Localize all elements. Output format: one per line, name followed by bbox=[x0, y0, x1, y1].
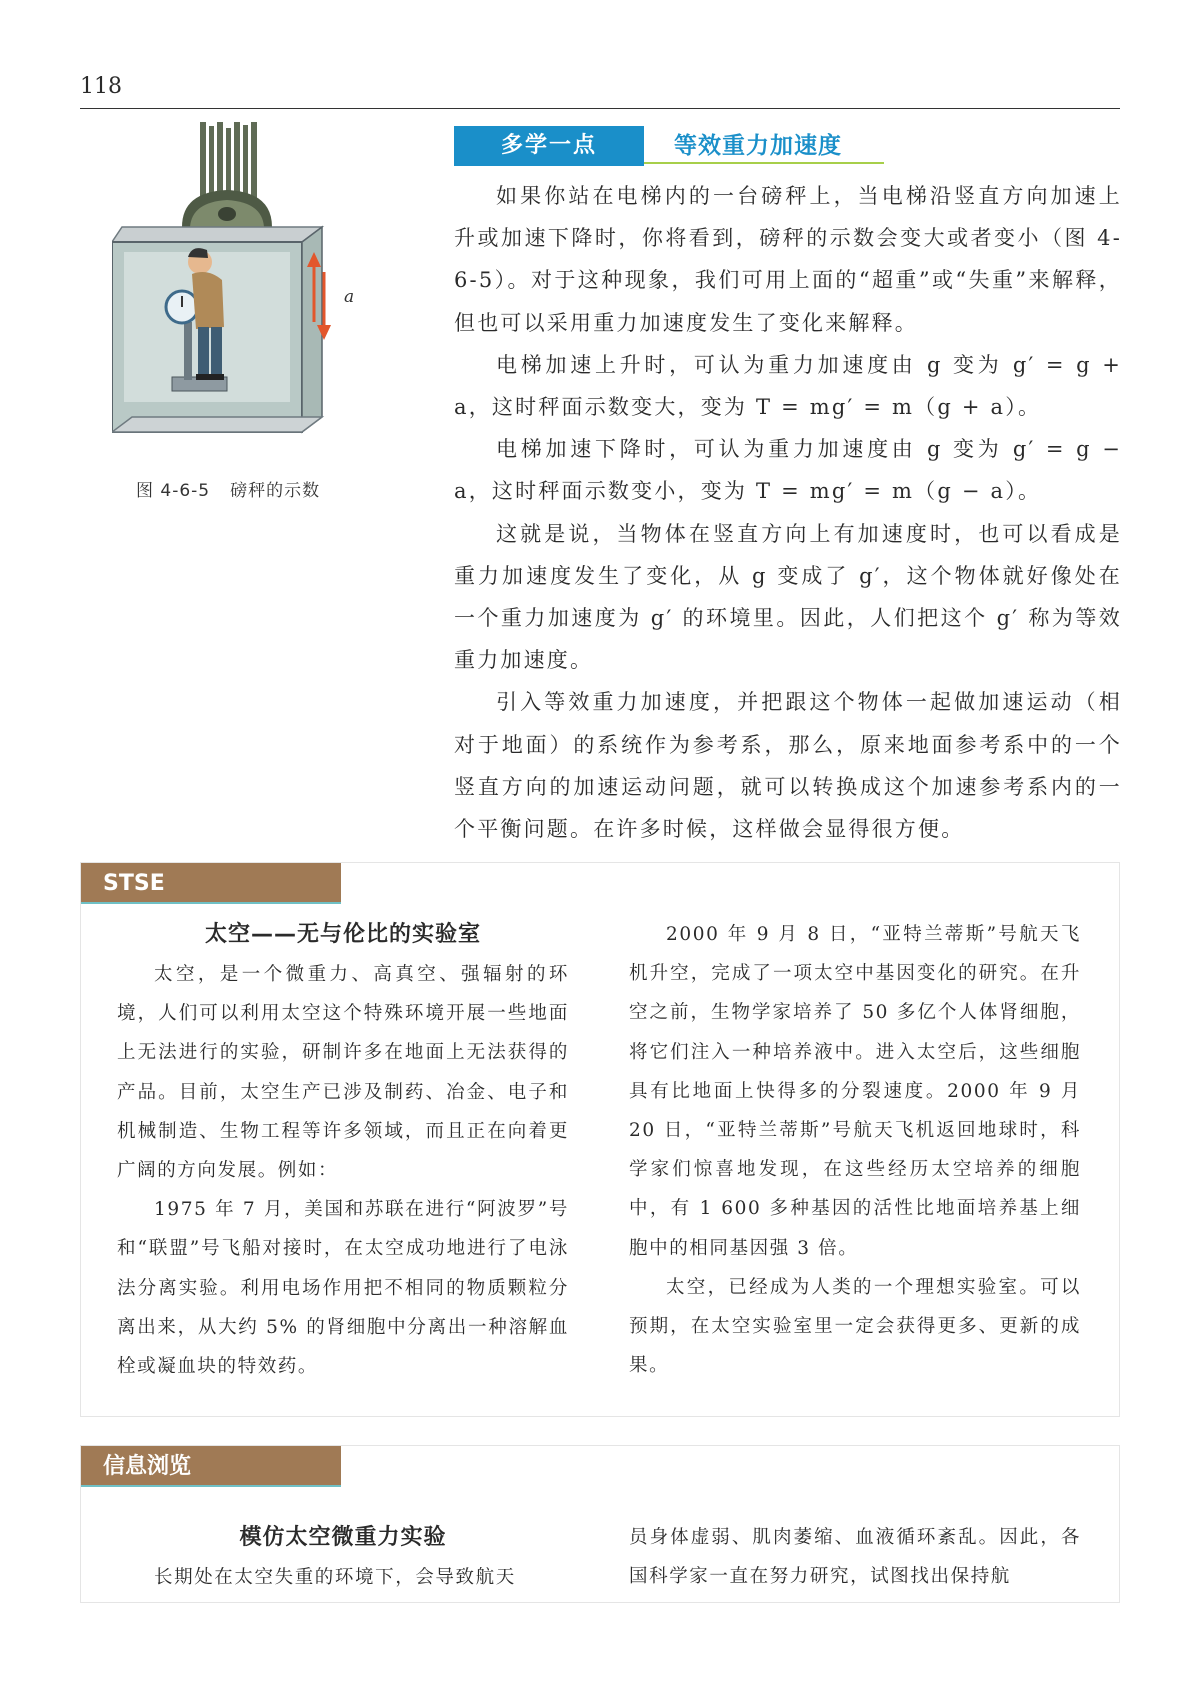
paragraph: 1975 年 7 月，美国和苏联在进行“阿波罗”号和“联盟”号飞船对接时，在太空成功地进行了电泳法分离实验。利用电场作用把不相同的物质颗粒分离出来，从大约 5% 的肾细胞中分离出一种溶解血栓或凝血块的特效药。 bbox=[117, 1199, 569, 1378]
elevator-illustration bbox=[112, 122, 422, 452]
paragraph: 太空，是一个微重力、高真空、强辐射的环境，人们可以利用太空这个特殊环境开展一些地面上无法进行的实验，研制许多在地面上无法获得的产品。目前，太空生产已涉及制药、冶金、电子和机械制造、生物工程等许多领域，而且正在向着更广阔的方向发展。例如： bbox=[117, 964, 569, 1182]
sidebar-title: 等效重力加速度 bbox=[644, 126, 884, 164]
paragraph: 电梯加速上升时，可认为重力加速度由 g 变为 g′ = g + a，这时秤面示数变大，变为 T = mg′ = m（g + a）。 bbox=[454, 352, 1122, 420]
figure-caption-text: 磅秤的示数 bbox=[230, 481, 321, 501]
figure-caption bbox=[136, 476, 320, 501]
arrow-label: a bbox=[344, 287, 355, 307]
paragraph: 2000 年 9 月 8 日，“亚特兰蒂斯”号航天飞机升空，完成了一项太空中基因变化的研究。在升空之前，生物学家培养了 50 多亿个人体肾细胞，将它们注入一种培养液中。进入太空后，这些细胞具有比地面上快得多的分裂速度。2000 年 9 月 20 日，“亚特兰蒂斯”号航天飞机返回地球时，科学家们惊喜地发现，在这些经历太空培养的细胞中，有 1 600 多种基因的活性比地面培养基上细胞中的相同基因强 3 倍。 bbox=[629, 924, 1081, 1259]
paragraph: 长期处在太空失重的环境下，会导致航天 bbox=[154, 1567, 516, 1588]
figure-number: 图 4-6-5 bbox=[136, 481, 211, 501]
sidebar-heading bbox=[454, 126, 884, 166]
stse-tag: STSE bbox=[81, 863, 341, 904]
info-tag: 信息浏览 bbox=[81, 1446, 341, 1487]
pulley-icon bbox=[182, 190, 272, 227]
info-left-column bbox=[117, 1518, 569, 1597]
stse-title: 太空——无与伦比的实验室 bbox=[204, 922, 481, 947]
stse-left-column bbox=[117, 915, 569, 1386]
stse-right-column bbox=[629, 915, 1081, 1385]
info-title: 模仿太空微重力实验 bbox=[239, 1525, 447, 1550]
sidebar-tag: 多学一点 bbox=[454, 126, 644, 166]
paragraph: 电梯加速下降时，可认为重力加速度由 g 变为 g′ = g − a，这时秤面示数变小，变为 T = mg′ = m（g − a）。 bbox=[454, 437, 1122, 504]
paragraph: 引入等效重力加速度，并把跟这个物体一起做加速运动（相对于地面）的系统作为参考系，那么，原来地面参考系中的一个竖直方向的加速运动问题，就可以转换成这个加速参考系内的一个平衡问题。在许多时候，这样做会显得很方便。 bbox=[454, 690, 1122, 842]
page-number: 118 bbox=[80, 74, 122, 99]
paragraph: 如果你站在电梯内的一台磅秤上，当电梯沿竖直方向加速上升或加速下降时，你将看到，磅秤的示数会变大或者变小（图 4-6-5）。对于这种现象，我们可用上面的“超重”或“失重”来解释，但也可以采用重力加速度发生了变化来解释。 bbox=[454, 184, 1122, 335]
header-rule bbox=[80, 108, 1120, 109]
stse-box bbox=[80, 862, 1120, 1417]
paragraph: 这就是说，当物体在竖直方向上有加速度时，也可以看成是重力加速度发生了变化，从 g 变成了 g′，这个物体就好像处在一个重力加速度为 g′ 的环境里。因此，人们把这个 g′ 称为等效重力加速度。 bbox=[454, 521, 1122, 673]
paragraph: 员身体虚弱、肌肉萎缩、血液循环紊乱。因此，各国科学家一直在努力研究，试图找出保持航 bbox=[629, 1527, 1081, 1588]
info-right-column bbox=[629, 1518, 1081, 1596]
paragraph: 太空，已经成为人类的一个理想实验室。可以预期，在太空实验室里一定会获得更多、更新的成果。 bbox=[629, 1276, 1081, 1377]
sidebar-body bbox=[454, 175, 1122, 850]
info-box bbox=[80, 1445, 1120, 1603]
